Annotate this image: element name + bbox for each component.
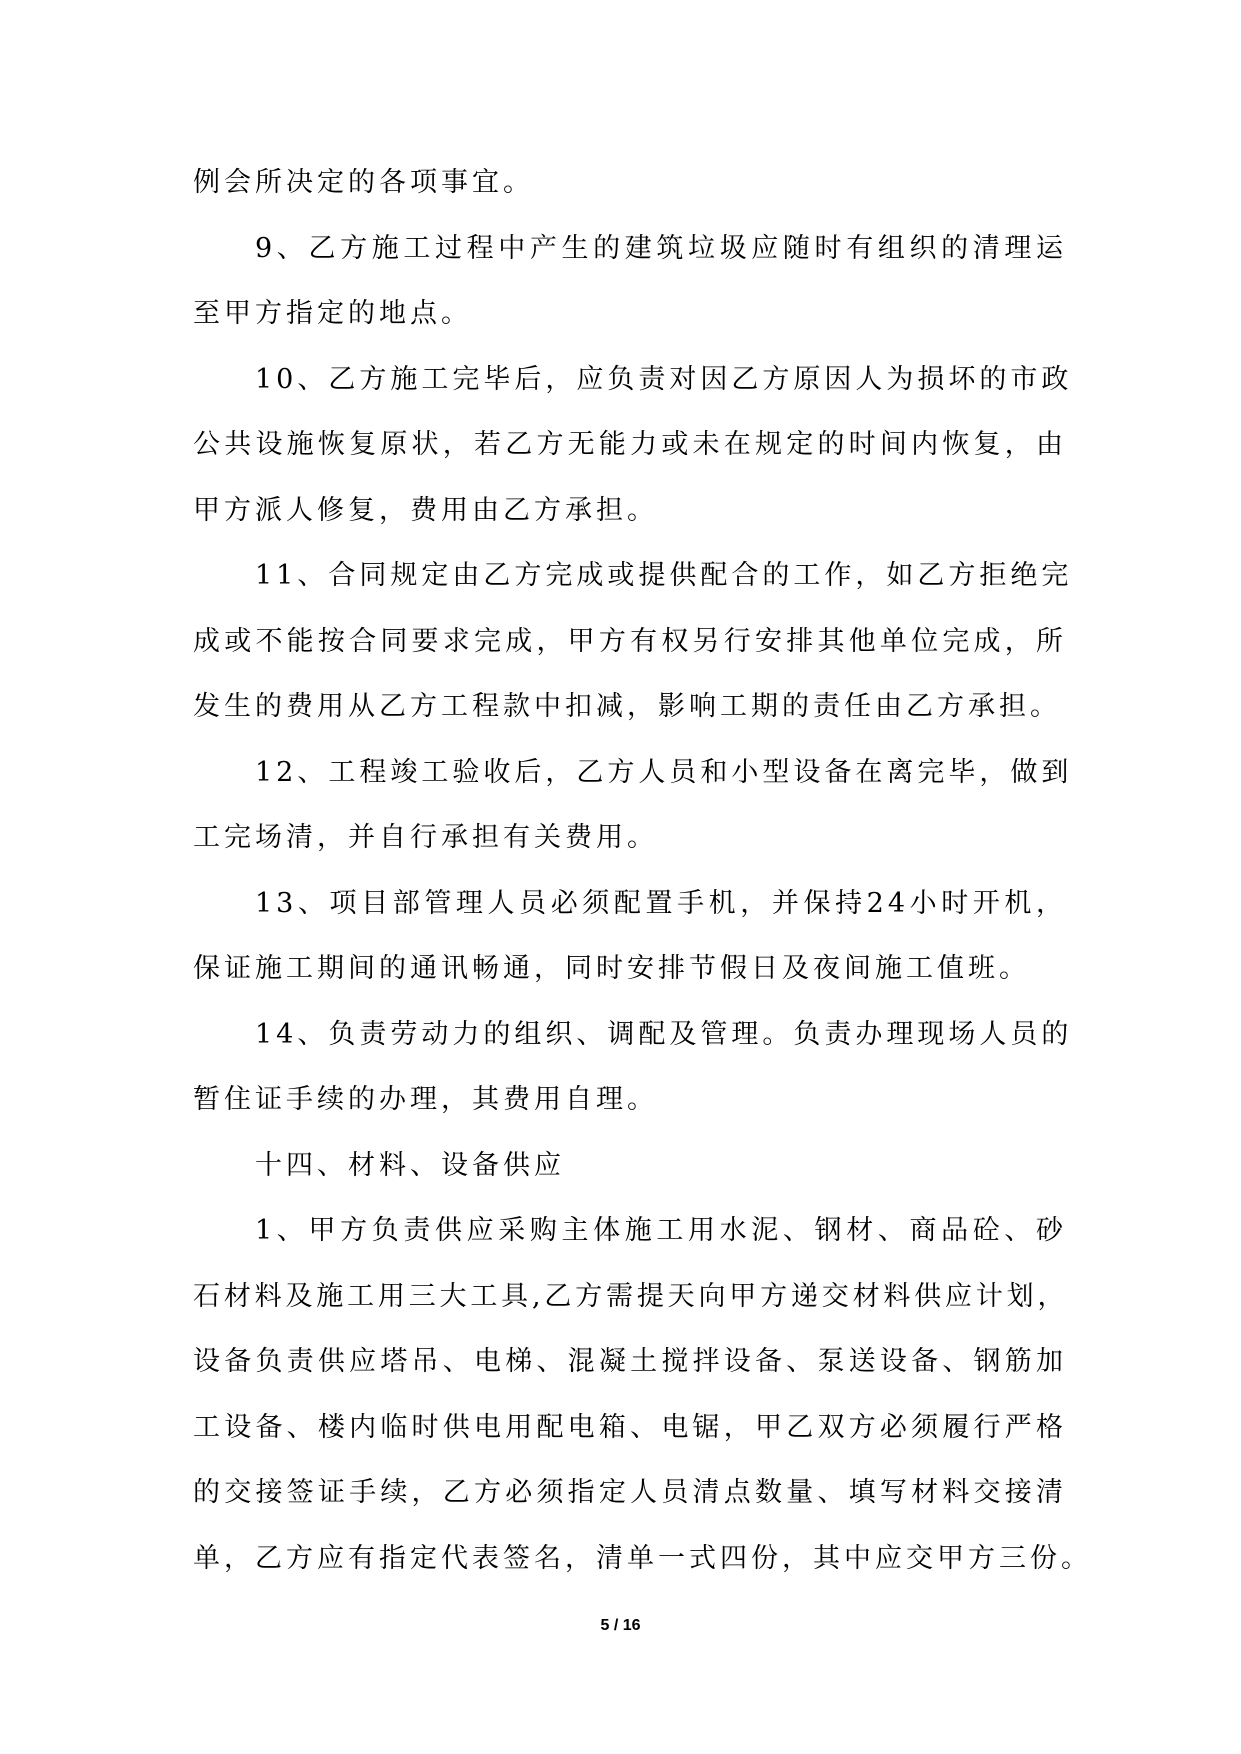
text-line: 13、项目部管理人员必须配置手机，并保持24小时开机， [255, 887, 1067, 919]
paragraph-item-14 [193, 1002, 1073, 1133]
text-line: 工完场清，并自行承担有关费用。 [193, 822, 658, 853]
text-line: 设备负责供应塔吊、电梯、混凝土搅拌设备、泵送设备、钢筋加 [193, 1346, 1067, 1377]
text-line: 保证施工期间的通讯畅通，同时安排节假日及夜间施工值班。 [193, 953, 1030, 984]
text-line: 单，乙方应有指定代表签名，清单一式四份，其中应交甲方三份。 [193, 1542, 1092, 1574]
text-line: 的交接签证手续，乙方必须指定人员清点数量、填写材料交接清 [193, 1477, 1067, 1508]
text-line: 12、工程竣工验收后，乙方人员和小型设备在离完毕，做到 [255, 756, 1073, 788]
text-line: 暂住证手续的办理，其费用自理。 [193, 1084, 658, 1115]
text-line: 石材料及施工用三大工具,乙方需提天向甲方递交材料供应计划， [193, 1280, 1067, 1312]
text-line: 公共设施恢复原状，若乙方无能力或未在规定的时间内恢复，由 [193, 429, 1067, 460]
paragraph-item-13 [193, 871, 1067, 1002]
section-heading [193, 1133, 1067, 1199]
text-line: 成或不能按合同要求完成，甲方有权另行安排其他单位完成，所 [193, 625, 1067, 657]
section-title: 十四、材料、设备供应 [255, 1149, 565, 1181]
text-line: 例会所决定的各项事宜。 [193, 167, 534, 198]
paragraph [193, 150, 1067, 216]
text-line: 至甲方指定的地点。 [193, 298, 472, 329]
text-line: 甲方派人修复，费用由乙方承担。 [193, 494, 658, 526]
document-body [193, 150, 1092, 1591]
page-number: 5 / 16 [600, 1617, 641, 1634]
text-line: 工设备、楼内临时供电用配电箱、电锯，甲乙双方必须履行严格 [193, 1411, 1067, 1443]
paragraph-item-11 [193, 543, 1073, 740]
text-line: 发生的费用从乙方工程款中扣减，影响工期的责任由乙方承担。 [193, 691, 1061, 722]
text-line: 11、合同规定由乙方完成或提供配合的工作，如乙方拒绝完 [255, 560, 1073, 591]
paragraph-item-12 [193, 740, 1073, 871]
text-line: 14、负责劳动力的组织、调配及管理。负责办理现场人员的 [255, 1018, 1073, 1050]
text-line: 1、甲方负责供应采购主体施工用水泥、钢材、商品砼、砂 [255, 1215, 1067, 1246]
paragraph-item-9 [193, 216, 1067, 347]
paragraph-item-1 [193, 1198, 1092, 1591]
text-line: 9、乙方施工过程中产生的建筑垃圾应随时有组织的清理运 [255, 232, 1067, 264]
text-line: 10、乙方施工完毕后，应负责对因乙方原因人为损坏的市政 [255, 363, 1073, 395]
paragraph-item-10 [193, 347, 1073, 544]
